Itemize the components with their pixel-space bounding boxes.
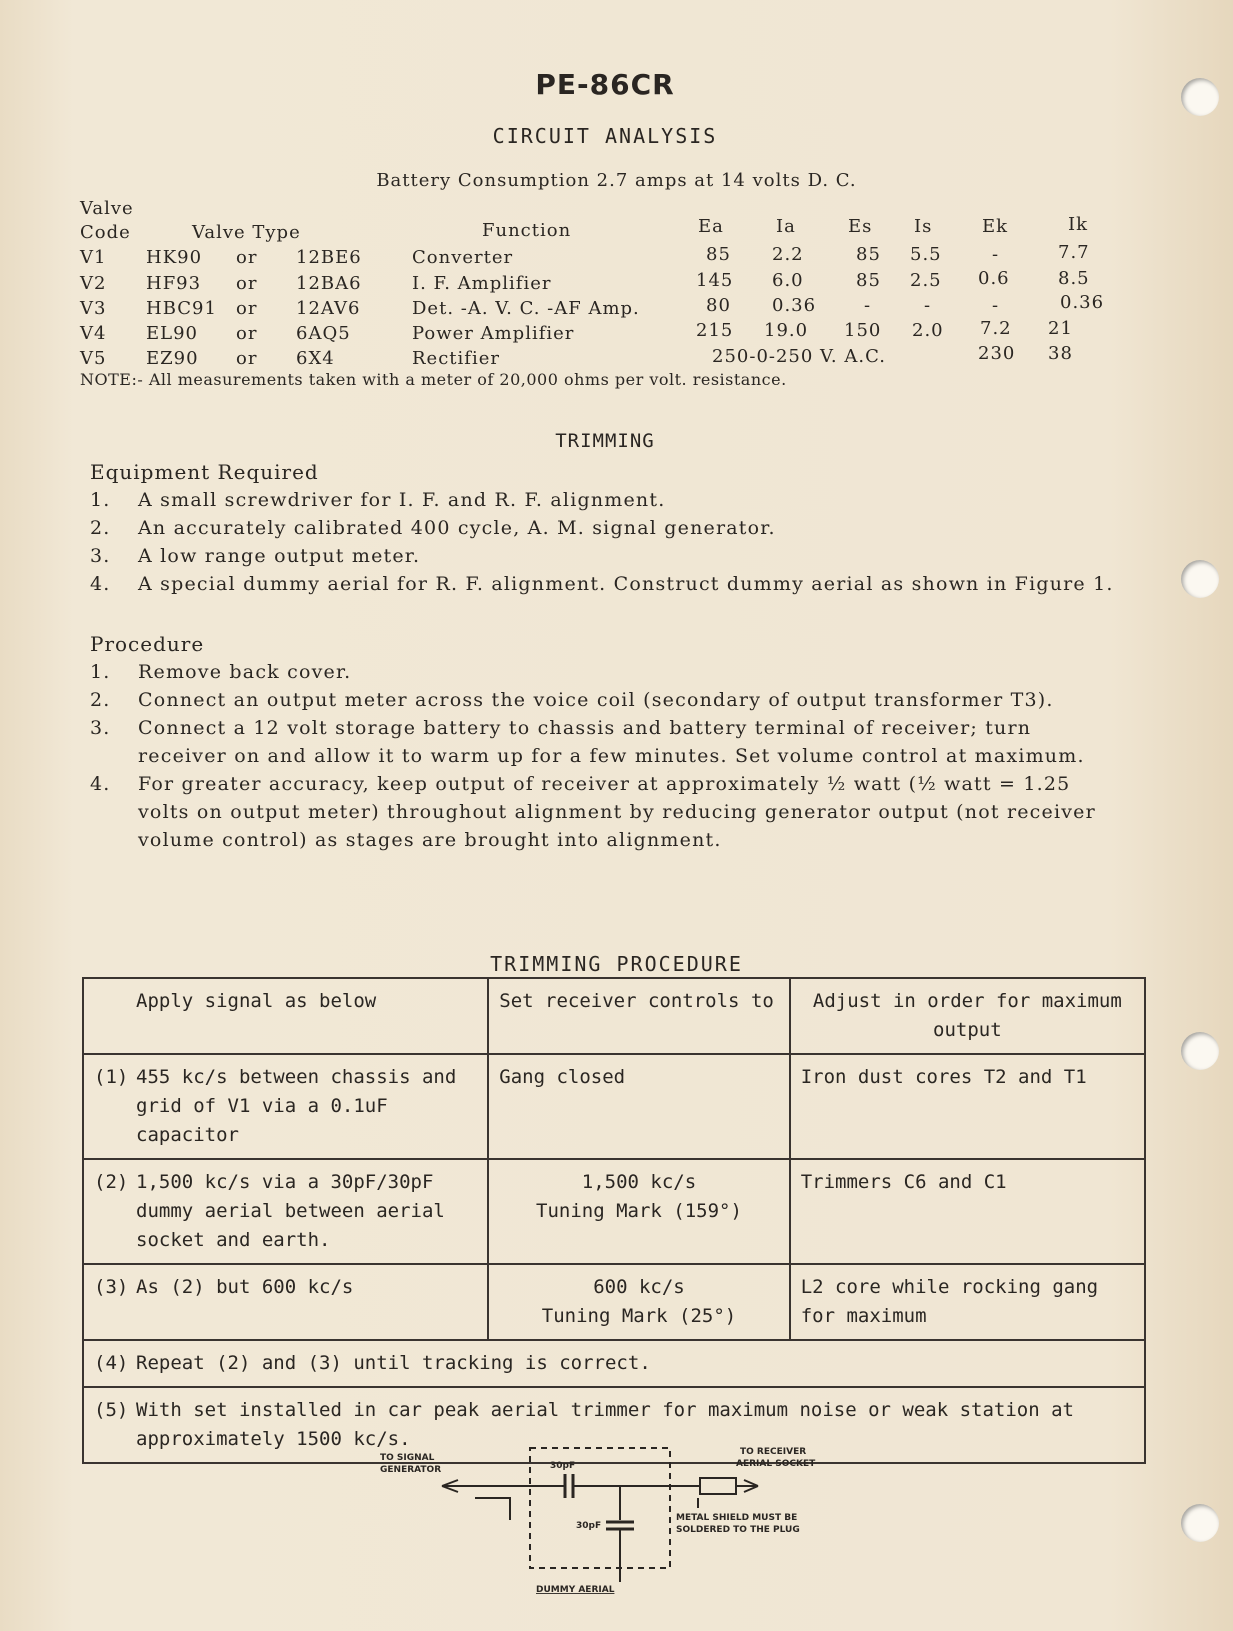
- header-is: Is: [914, 216, 933, 237]
- valve-ea: 80: [706, 295, 731, 316]
- valve-or: or: [236, 348, 258, 369]
- valve-type-a: EZ90: [146, 348, 199, 369]
- to-receiver-label: AERIAL SOCKET: [736, 1459, 816, 1469]
- valve-or: or: [236, 247, 258, 268]
- valve-ik: 8.5: [1058, 268, 1090, 289]
- controls-tuning-mark: Tuning Mark (159°): [536, 1200, 742, 1222]
- valve-es: 85: [856, 270, 881, 291]
- trimming-heading: TRIMMING: [555, 430, 655, 452]
- valve-or: or: [236, 273, 258, 294]
- page-subtitle: CIRCUIT ANALYSIS: [492, 124, 718, 148]
- valve-type-b: 12BA6: [296, 273, 362, 294]
- valve-es: -: [864, 295, 872, 316]
- valve-type-a: EL90: [146, 323, 198, 344]
- valve-ia: 6.0: [772, 270, 804, 291]
- controls-frequency: 1,500 kc/s: [581, 1171, 697, 1193]
- valve-ek: 0.6: [978, 268, 1010, 289]
- valve-ek: 230: [978, 343, 1016, 364]
- step-number: (2): [94, 1171, 129, 1193]
- signal-text: As (2) but 600 kc/s: [136, 1276, 354, 1298]
- valve-is: -: [924, 295, 932, 316]
- list-item: 3. Connect a 12 volt storage battery to chassis and battery terminal of receiver; turn receiver on and allow it to warm up for a few minutes. Set volume control at maximum.: [90, 717, 1085, 767]
- controls-cell: [488, 1264, 789, 1340]
- valve-type-a: HF93: [146, 273, 202, 294]
- valve-ea: 145: [696, 270, 734, 291]
- list-item: 4. For greater accuracy, keep output of receiver at approximately ½ watt (½ watt = 1.25 volts on output meter) throughout alignment by reducing generator output (not receiver volume control) as stages are brought into alignment.: [90, 773, 1096, 851]
- valve-function: Converter: [412, 247, 514, 268]
- valve-ia: 0.36: [772, 295, 817, 316]
- valve-function: Det. -A. V. C. -AF Amp.: [412, 298, 640, 319]
- shield-note: METAL SHIELD MUST BE: [676, 1513, 798, 1523]
- to-signal-label: TO SIGNAL: [380, 1453, 435, 1463]
- binder-hole: [1181, 1032, 1219, 1070]
- trimming-procedure-heading: TRIMMING PROCEDURE: [490, 952, 743, 976]
- list-item: 4. A special dummy aerial for R. F. alignment. Construct dummy aerial as shown in Figure 1.: [90, 573, 1114, 595]
- step-number: (5): [94, 1399, 129, 1421]
- header-valve-code: Code: [80, 222, 131, 243]
- valve-ik: 7.7: [1058, 242, 1090, 263]
- valve-es: 150: [844, 320, 882, 341]
- equipment-heading: Equipment Required: [90, 460, 319, 484]
- list-item: 2. An accurately calibrated 400 cycle, A. M. signal generator.: [90, 517, 776, 539]
- valve-es: 85: [856, 244, 881, 265]
- plug-icon: [700, 1478, 736, 1494]
- valve-ek: -: [992, 244, 1000, 265]
- binder-hole: [1181, 560, 1219, 598]
- capacitor-label: 30pF: [550, 1461, 576, 1471]
- table-row: [83, 1159, 1145, 1264]
- capacitor-label: 30pF: [576, 1521, 602, 1531]
- controls-frequency: 600 kc/s: [593, 1276, 685, 1298]
- valve-type-a: HK90: [146, 247, 203, 268]
- valve-type-b: 12AV6: [296, 298, 361, 319]
- header-ia: Ia: [776, 216, 796, 237]
- signal-cell: [83, 1264, 488, 1340]
- valve-ea: 85: [706, 244, 731, 265]
- valve-ea: 215: [696, 320, 734, 341]
- column-header: Adjust in order for maximum output: [790, 978, 1145, 1054]
- table-row: [83, 1340, 1145, 1387]
- valve-function: Power Amplifier: [412, 323, 575, 344]
- list-item: 1. Remove back cover.: [90, 661, 352, 683]
- header-ek: Ek: [982, 216, 1009, 237]
- header-valve-type: Valve Type: [192, 222, 301, 243]
- valve-supply: 250-0-250 V. A.C.: [712, 346, 886, 367]
- valve-code: V3: [80, 298, 107, 319]
- controls-tuning-mark: Tuning Mark (25°): [541, 1305, 737, 1327]
- valve-function: Rectifier: [412, 348, 500, 369]
- header-ik: Ik: [1068, 214, 1089, 235]
- binder-hole: [1181, 1504, 1219, 1542]
- valve-ik: 38: [1048, 343, 1073, 364]
- equipment-list: [90, 486, 1120, 598]
- valve-ek: 7.2: [980, 318, 1012, 339]
- column-header: Apply signal as below: [83, 978, 488, 1054]
- measurement-note: NOTE:- All measurements taken with a meter of 20,000 ohms per volt. resistance.: [80, 370, 787, 389]
- valve-ik: 21: [1048, 318, 1073, 339]
- list-item: 1. A small screwdriver for I. F. and R. F. alignment.: [90, 489, 666, 511]
- signal-cell: [83, 1054, 488, 1159]
- ground-lead: [475, 1498, 510, 1520]
- step-number: (3): [94, 1276, 129, 1298]
- adjust-cell: Trimmers C6 and C1: [790, 1159, 1145, 1264]
- valve-ek: -: [992, 295, 1000, 316]
- header-ea: Ea: [698, 216, 724, 237]
- step-number: (4): [94, 1352, 129, 1374]
- signal-text: 1,500 kc/s via a 30pF/30pF dummy aerial between aerial socket and earth.: [136, 1171, 445, 1251]
- valve-type-b: 12BE6: [296, 247, 362, 268]
- valve-is: 2.5: [910, 270, 942, 291]
- valve-or: or: [236, 323, 258, 344]
- valve-code: V5: [80, 348, 107, 369]
- to-signal-label: GENERATOR: [380, 1465, 442, 1475]
- shield-note: SOLDERED TO THE PLUG: [676, 1525, 800, 1535]
- valve-function: I. F. Amplifier: [412, 273, 552, 294]
- dummy-aerial-diagram: [380, 1440, 860, 1600]
- valve-or: or: [236, 298, 258, 319]
- adjust-cell: L2 core while rocking gang for maximum: [790, 1264, 1145, 1340]
- valve-type-a: HBC91: [146, 298, 217, 319]
- valve-code: V1: [80, 247, 107, 268]
- list-item: 3. A low range output meter.: [90, 545, 421, 567]
- adjust-cell: Iron dust cores T2 and T1: [790, 1054, 1145, 1159]
- note-text: Repeat (2) and (3) until tracking is correct.: [136, 1352, 651, 1374]
- page-title: PE-86CR: [535, 68, 675, 101]
- valve-code: V2: [80, 273, 107, 294]
- procedure-heading: Procedure: [90, 632, 205, 656]
- step-number: (1): [94, 1066, 129, 1088]
- valve-type-b: 6X4: [296, 348, 335, 369]
- note-cell: [83, 1340, 1145, 1387]
- header-es: Es: [848, 216, 873, 237]
- list-item: 2. Connect an output meter across the voice coil (secondary of output transformer T3).: [90, 689, 1054, 711]
- signal-text: 455 kc/s between chassis and grid of V1 via a 0.1uF capacitor: [136, 1066, 457, 1146]
- valve-ik: 0.36: [1060, 292, 1105, 313]
- column-header: Set receiver controls to: [488, 978, 789, 1054]
- controls-cell: Gang closed: [488, 1054, 789, 1159]
- header-function: Function: [482, 220, 572, 241]
- header-valve-code: Valve: [80, 198, 134, 219]
- valve-ia: 19.0: [764, 320, 809, 341]
- battery-consumption: Battery Consumption 2.7 amps at 14 volts D. C.: [376, 170, 857, 191]
- valve-ia: 2.2: [772, 244, 804, 265]
- diagram-caption: DUMMY AERIAL: [536, 1585, 615, 1595]
- controls-cell: [488, 1159, 789, 1264]
- table-header-row: [83, 978, 1145, 1054]
- trimming-procedure-table: [82, 977, 1146, 1464]
- valve-code: V4: [80, 323, 107, 344]
- to-receiver-label: TO RECEIVER: [740, 1447, 807, 1457]
- valve-type-b: 6AQ5: [296, 323, 351, 344]
- note-text: With set installed in car peak aerial trimmer for maximum noise or weak station at approximately 1500 kc/s.: [136, 1399, 1074, 1450]
- table-row: [83, 1264, 1145, 1340]
- signal-cell: [83, 1159, 488, 1264]
- valve-is: 5.5: [910, 244, 942, 265]
- table-row: [83, 1054, 1145, 1159]
- procedure-list: [90, 658, 1120, 854]
- valve-is: 2.0: [912, 320, 944, 341]
